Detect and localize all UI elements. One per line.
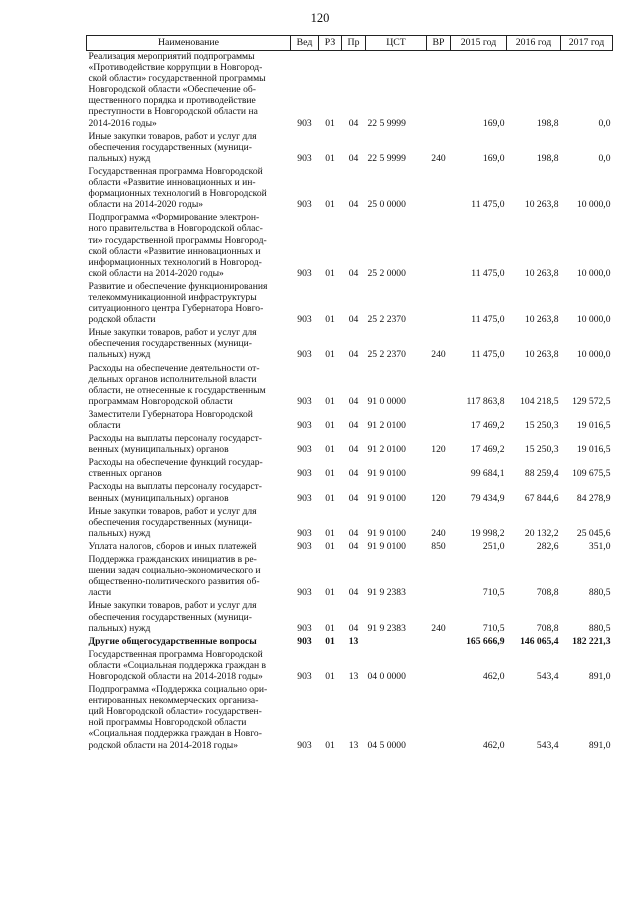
row-value-2016: 20 132,2	[524, 527, 559, 539]
table-body	[87, 51, 613, 751]
table-row	[87, 455, 613, 479]
row-pr: 04	[348, 395, 359, 407]
row-value-2015: 11 475,0	[471, 349, 505, 361]
row-cst: 22 5 9999	[367, 152, 406, 164]
row-vr	[427, 455, 451, 479]
row-value-2017: 10 000,0	[576, 349, 611, 361]
row-pr: 04	[348, 267, 359, 279]
row-pr: 04	[348, 492, 359, 504]
row-value-2015: 19 998,2	[470, 527, 505, 539]
row-rz: 01	[325, 349, 335, 361]
row-ved: 903	[297, 199, 312, 211]
row-cst: 22 5 9999	[367, 117, 406, 129]
table-row	[87, 407, 613, 431]
row-name: Развитие и обеспечение функционирования телекоммуникационной инфраструктуры ситуационного центра Губернатора Новго- родской области	[88, 280, 268, 326]
table-row	[87, 279, 613, 325]
row-vr: 240	[431, 152, 446, 164]
row-value-2017: 10 000,0	[576, 314, 611, 326]
row-rz: 01	[325, 540, 335, 552]
row-cst: 91 0 0000	[367, 395, 406, 407]
row-value-2015: 99 684,1	[470, 468, 505, 480]
row-ved: 903	[297, 527, 312, 539]
row-value-2016: 15 250,3	[524, 420, 559, 431]
row-pr: 04	[348, 117, 359, 129]
row-rz: 01	[325, 622, 335, 634]
row-value-2017: 891,0	[588, 670, 611, 682]
row-name: Расходы на обеспечение деятельности от- дельных органов исполнительной власти области, не отнесенные к государственным программам Новгородской области	[88, 362, 266, 407]
row-cst: 25 0 0000	[367, 199, 406, 211]
row-name: Иные закупки товаров, работ и услуг для обеспечения государственных (муници- пальных) нужд	[88, 505, 257, 539]
row-name: Расходы на обеспечение функций государ- ственных органов	[88, 457, 263, 480]
row-value-2016: 198,8	[536, 117, 559, 129]
row-name: Уплата налогов, сборов и иных платежей	[88, 540, 257, 552]
row-pr: 13	[348, 739, 359, 751]
row-value-2015: 165 666,9	[466, 635, 505, 647]
row-name: Государственная программа Новгородской области «Развитие инновационных и ин- формационных технологий в Новгородской области на 2014-2020 годы»	[88, 165, 267, 211]
table-row	[87, 361, 613, 407]
row-pr: 04	[348, 444, 359, 456]
row-cst: 04 0 0000	[367, 670, 406, 682]
header-pr: Пр	[342, 36, 366, 51]
row-name: Государственная программа Новгородской области «Социальная поддержка граждан в Новгородской области на 2014-2018 годы»	[88, 648, 267, 682]
row-cst: 91 9 0100	[367, 468, 406, 480]
row-vr: 240	[431, 527, 446, 539]
row-value-2015: 462,0	[482, 739, 505, 751]
row-vr: 120	[431, 492, 446, 504]
row-cst	[366, 634, 427, 647]
row-value-2017: 10 000,0	[576, 199, 611, 211]
row-value-2015: 169,0	[482, 152, 505, 164]
row-ved: 903	[297, 267, 312, 279]
row-name: Заместители Губернатора Новгородской области	[88, 408, 253, 431]
header-rz: РЗ	[319, 36, 342, 51]
row-name: Расходы на выплаты персоналу государст- венных (муниципальных) органов	[88, 433, 262, 456]
row-name: Подпрограмма «Поддержка социально ори- ентированных некоммерческих организа- ций Новгородской области» государствен- ной программы Новгородской области «Социальная поддержка граждан в Новго- родской области на 2014-2018 годы»	[88, 684, 268, 751]
row-value-2016: 282,6	[536, 540, 559, 552]
row-cst: 91 2 0100	[367, 444, 406, 456]
row-value-2017: 880,5	[588, 622, 611, 634]
row-name: Другие общегосударственные вопросы	[88, 635, 257, 647]
row-value-2017: 880,5	[588, 587, 611, 599]
row-ved: 903	[297, 314, 312, 326]
row-value-2015: 17 469,2	[470, 420, 505, 431]
row-ved: 903	[297, 739, 312, 751]
row-rz: 01	[325, 670, 335, 682]
row-value-2017: 0,0	[598, 117, 611, 129]
row-vr	[427, 361, 451, 407]
row-rz: 01	[325, 444, 335, 456]
row-name: Реализация мероприятий подпрограммы «Противодействие коррупции в Новгород- ской области» государственной программы Новгородской области «Обеспечение об- щественного порядка и противодействие преступности в Новгородской области на 2014-2016 годы»	[88, 51, 266, 129]
row-rz: 01	[325, 739, 335, 751]
header-ved: Вед	[291, 36, 319, 51]
row-value-2017: 182 221,3	[572, 635, 611, 647]
row-value-2015: 710,5	[482, 622, 505, 634]
row-cst: 91 9 2383	[367, 622, 406, 634]
row-value-2016: 543,4	[536, 739, 559, 751]
row-cst: 91 2 0100	[367, 420, 406, 431]
row-ved: 903	[297, 152, 312, 164]
row-value-2017: 891,0	[588, 739, 611, 751]
row-value-2016: 146 065,4	[520, 635, 559, 647]
table-header-row	[87, 36, 613, 51]
row-cst: 91 9 0100	[367, 540, 406, 552]
row-pr: 13	[348, 635, 359, 647]
row-ved: 903	[297, 587, 312, 599]
row-name: Иные закупки товаров, работ и услуг для обеспечения государственных (муници- пальных) нужд	[88, 327, 257, 361]
row-rz: 01	[325, 152, 335, 164]
row-value-2017: 84 278,9	[576, 492, 611, 504]
page-number: 120	[310, 11, 330, 25]
table-row	[87, 504, 613, 539]
row-pr: 04	[348, 152, 359, 164]
table-row	[87, 479, 613, 503]
header-cst: ЦСТ	[366, 36, 427, 51]
row-rz: 01	[325, 492, 335, 504]
row-value-2016: 15 250,3	[524, 444, 559, 456]
row-pr: 04	[348, 540, 359, 552]
row-cst: 25 2 0000	[367, 267, 406, 279]
row-ved: 903	[297, 349, 312, 361]
row-rz: 01	[325, 635, 335, 647]
table-row	[87, 598, 613, 633]
table-row	[87, 129, 613, 164]
row-ved: 903	[297, 670, 312, 682]
row-ved: 903	[297, 635, 312, 647]
row-pr: 04	[348, 587, 359, 599]
row-value-2016: 104 218,5	[520, 395, 559, 407]
row-value-2015: 79 434,9	[470, 492, 505, 504]
row-vr	[427, 164, 451, 210]
row-value-2016: 543,4	[536, 670, 559, 682]
row-vr: 240	[431, 622, 446, 634]
row-pr: 04	[348, 527, 359, 539]
row-ved: 903	[297, 540, 312, 552]
row-value-2015: 117 863,8	[466, 395, 505, 407]
row-value-2016: 10 263,8	[524, 349, 559, 361]
row-value-2015: 11 475,0	[471, 267, 505, 279]
row-value-2016: 708,8	[536, 587, 559, 599]
row-name: Подпрограмма «Формирование электрон- ного правительства в Новгородской облас- ти» государственной программы Новгород- ской области «Развитие инновационных и информационных технологий в Новгород- ской области на 2014-2020 годы»	[88, 212, 267, 279]
row-name: Расходы на выплаты персоналу государст- венных (муниципальных) органов	[88, 481, 262, 504]
row-ved: 903	[297, 468, 312, 480]
row-pr: 04	[348, 622, 359, 634]
row-ved: 903	[297, 622, 312, 634]
row-name: Поддержка гражданских инициатив в ре- шении задач социально-экономического и общественно-политического развития об- ласти	[88, 554, 261, 599]
row-vr: 240	[431, 349, 446, 361]
row-value-2015: 11 475,0	[471, 314, 505, 326]
row-rz: 01	[325, 199, 335, 211]
row-cst: 91 9 2383	[367, 587, 406, 599]
row-value-2016: 67 844,6	[524, 492, 559, 504]
row-value-2015: 17 469,2	[470, 444, 505, 456]
row-value-2016: 10 263,8	[524, 199, 559, 211]
row-vr	[427, 210, 451, 279]
row-cst: 25 2 2370	[367, 349, 406, 361]
header-2016: 2016 год	[507, 36, 561, 51]
row-ved: 903	[297, 395, 312, 407]
row-value-2015: 462,0	[482, 670, 505, 682]
row-cst: 91 9 0100	[367, 492, 406, 504]
row-cst: 04 5 0000	[367, 739, 406, 751]
row-rz: 01	[325, 314, 335, 326]
row-value-2017: 351,0	[588, 540, 611, 552]
table-row	[87, 431, 613, 455]
budget-table	[86, 35, 613, 751]
table-row	[87, 210, 613, 279]
table-row	[87, 647, 613, 682]
row-vr	[427, 279, 451, 325]
row-name: Иные закупки товаров, работ и услуг для обеспечения государственных (муници- пальных) нужд	[88, 130, 257, 164]
row-value-2015: 169,0	[482, 117, 505, 129]
row-value-2016: 10 263,8	[524, 267, 559, 279]
row-vr	[427, 647, 451, 682]
row-rz: 01	[325, 468, 335, 480]
row-value-2017: 19 016,5	[576, 444, 611, 456]
table-row	[87, 682, 613, 751]
table-row	[87, 539, 613, 552]
table-row	[87, 634, 613, 647]
row-rz: 01	[325, 587, 335, 599]
row-vr: 850	[431, 540, 446, 552]
row-value-2016: 198,8	[536, 152, 559, 164]
row-rz: 01	[325, 395, 335, 407]
row-rz: 01	[325, 420, 335, 431]
row-pr: 04	[348, 420, 359, 431]
row-vr: 120	[431, 444, 446, 456]
row-pr: 04	[348, 468, 359, 480]
row-pr: 04	[348, 199, 359, 211]
table-row	[87, 164, 613, 210]
row-ved: 903	[297, 117, 312, 129]
table-row	[87, 325, 613, 360]
row-value-2016: 708,8	[536, 622, 559, 634]
row-value-2016: 10 263,8	[524, 314, 559, 326]
header-2017: 2017 год	[561, 36, 613, 51]
row-value-2015: 251,0	[482, 540, 505, 552]
row-ved: 903	[297, 420, 312, 431]
row-value-2015: 710,5	[482, 587, 505, 599]
row-vr	[427, 682, 451, 751]
row-value-2017: 109 675,5	[572, 468, 611, 480]
row-rz: 01	[325, 527, 335, 539]
table-row	[87, 51, 613, 129]
header-name: Наименование	[87, 36, 291, 51]
row-rz: 01	[325, 117, 335, 129]
header-2015: 2015 год	[451, 36, 507, 51]
row-vr	[427, 634, 451, 647]
row-value-2017: 129 572,5	[572, 395, 611, 407]
row-vr	[427, 552, 451, 598]
row-name: Иные закупки товаров, работ и услуг для обеспечения государственных (муници- пальных) нужд	[88, 600, 257, 634]
row-value-2016: 88 259,4	[524, 468, 559, 480]
row-vr	[427, 51, 451, 129]
row-pr: 04	[348, 349, 359, 361]
row-value-2015: 11 475,0	[471, 199, 505, 211]
row-cst: 91 9 0100	[367, 527, 406, 539]
row-ved: 903	[297, 444, 312, 456]
row-ved: 903	[297, 492, 312, 504]
row-pr: 13	[348, 670, 359, 682]
table-row	[87, 552, 613, 598]
row-cst: 25 2 2370	[367, 314, 406, 326]
row-value-2017: 0,0	[598, 152, 611, 164]
row-rz: 01	[325, 267, 335, 279]
row-value-2017: 19 016,5	[576, 420, 611, 431]
header-vr: ВР	[427, 36, 451, 51]
row-pr: 04	[348, 314, 359, 326]
row-value-2017: 25 045,6	[576, 527, 611, 539]
row-vr	[427, 407, 451, 431]
row-value-2017: 10 000,0	[576, 267, 611, 279]
